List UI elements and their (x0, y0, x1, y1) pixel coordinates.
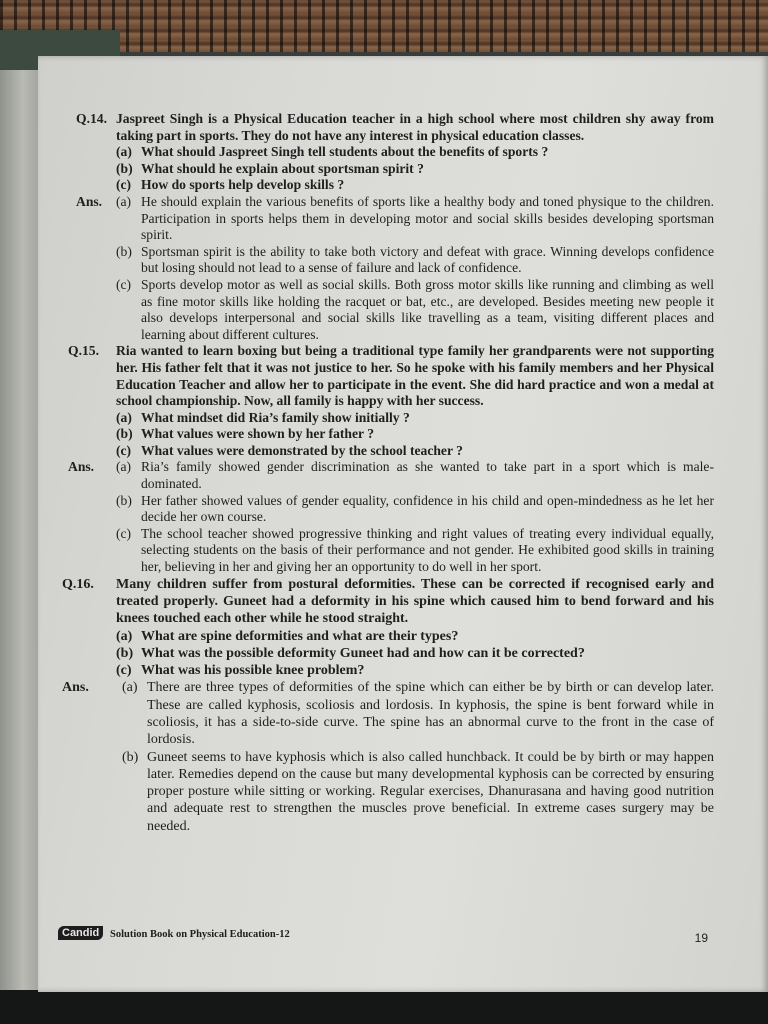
part-text: Sports develop motor as well as social skills. Both gross motor skills like running and climbing as well as fine motor skills like holding the racquet or bat, etc., are developed. Besides meeting new people it also develops interpersonal and social skills like travelling as a team, visiting different places and learning about different cultures. (141, 276, 714, 342)
question-part (116, 144, 714, 161)
question-14 (76, 111, 714, 194)
part-text: What should Jaspreet Singh tell students about the benefits of sports ? (141, 144, 549, 160)
part-label: (c) (116, 177, 132, 193)
question-number: Q.15. (68, 343, 99, 359)
answer-part (122, 749, 714, 835)
part-label: (a) (116, 144, 132, 160)
question-16 (62, 576, 714, 680)
question-part (116, 645, 714, 662)
answer-label: Ans. (76, 193, 103, 209)
part-text: Her father showed values of gender equality, confidence in his child and open-mindedness as he let her decide her own course. (141, 492, 714, 525)
part-text: What was his possible knee problem? (141, 663, 365, 679)
part-label: (c) (116, 442, 132, 458)
question-part (116, 662, 714, 679)
answer-14 (76, 194, 714, 343)
part-text: He should explain the various benefits of sports like a healthy body and toned physique to the children. Participation in sports helps them in developing motor and social skills besides developing sportsman spirit. (141, 193, 714, 243)
page-footer (58, 926, 718, 946)
question-15 (68, 343, 714, 459)
answer-part (122, 679, 714, 748)
part-label: (b) (116, 645, 134, 661)
page-content (62, 111, 714, 835)
answer-part (116, 277, 714, 343)
answer-16 (62, 679, 714, 835)
brand-logo: Candid (58, 926, 103, 940)
part-text: Sportsman spirit is the ability to take both victory and defeat with grace. Winning develops confidence but losing should not lead to a sense of failure and lack of confidence. (141, 243, 714, 276)
part-text: What are spine deformities and what are their types? (141, 628, 459, 644)
answer-part (116, 244, 714, 277)
question-text: Ria wanted to learn boxing but being a traditional type family her grandparents were not supporting her. His father felt that it was not justice to her. So he spoke with his family members and her Physical Education Teacher and allow her to participate in the event. She did hard practice and won a medal at school championship. Now, all family is happy with her success. (116, 343, 714, 409)
answer-part (116, 526, 714, 576)
part-label: (a) (116, 459, 132, 475)
part-label: (b) (116, 492, 132, 508)
part-text: How do sports help develop skills ? (141, 177, 345, 193)
part-text: The school teacher showed progressive thinking and right values of treating every individual equally, selecting students on the basis of their performance and not gender. He exhibited good skills in training her, believing in her and giving her an opportunity to do well in her sport. (141, 525, 714, 575)
question-part (116, 410, 714, 427)
part-label: (b) (116, 426, 133, 442)
answer-label: Ans. (68, 459, 95, 475)
part-label: (a) (122, 680, 138, 696)
part-label: (a) (116, 628, 133, 644)
left-page-edge (0, 70, 38, 990)
part-label: (c) (116, 663, 132, 679)
question-part (116, 443, 714, 460)
book-title: Solution Book on Physical Education-12 (110, 929, 290, 940)
part-label: (a) (116, 409, 132, 425)
question-text: Jaspreet Singh is a Physical Education teacher in a high school where most children shy away from taking part in sports. They do not have any interest in physical education classes. (116, 111, 714, 143)
part-text: There are three types of deformities of the spine which can either be by birth or can develop later. These are called kyphosis, scoliosis and lordosis. In kyphosis, the spine is bent forward while in scoliosis, it has a side-to-side curve. The spine has an abnormal curve to the front in the case of lordosis. (147, 680, 714, 748)
part-text: What mindset did Ria’s family show initially ? (141, 409, 410, 425)
part-label: (c) (116, 525, 132, 541)
page-number: 19 (694, 931, 708, 945)
answer-part (116, 493, 714, 526)
part-label: (b) (122, 749, 139, 765)
answer-part (116, 194, 714, 244)
question-number: Q.14. (76, 111, 107, 126)
answer-part (116, 459, 714, 492)
part-text: Ria’s family showed gender discrimination as she wanted to take part in a sport which is male-dominated. (141, 459, 714, 492)
question-part (116, 177, 714, 194)
part-text: What values were shown by her father ? (141, 426, 374, 442)
question-number: Q.16. (62, 576, 94, 592)
part-text: What was the possible deformity Guneet had and how can it be corrected? (141, 645, 585, 661)
answer-15 (68, 459, 714, 575)
part-label: (b) (116, 160, 133, 176)
part-text: Guneet seems to have kyphosis which is also called hunchback. It could be by birth or may happen later. Remedies depend on the cause but many developmental kyphosis can be corrected by ensuring proper posture while sitting or working. Regular exercises, Dhanurasana and having good nutrition and adequate rest to strengthen the muscles prove beneficial. In extreme cases surgery may be needed. (147, 749, 714, 834)
question-text: Many children suffer from postural deformities. These can be corrected if recognised early and treated properly. Guneet had a deformity in his spine which caused him to bend forward and his knees touched each other while he stood straight. (116, 576, 714, 627)
answer-label: Ans. (62, 680, 89, 696)
part-label: (b) (116, 243, 132, 259)
table-shadow (0, 990, 768, 1024)
part-label: (a) (116, 193, 132, 209)
question-part (116, 161, 714, 178)
question-part (116, 426, 714, 443)
question-part (116, 628, 714, 645)
part-label: (c) (116, 276, 132, 292)
part-text: What should he explain about sportsman spirit ? (141, 160, 424, 176)
part-text: What values were demonstrated by the school teacher ? (141, 442, 463, 458)
